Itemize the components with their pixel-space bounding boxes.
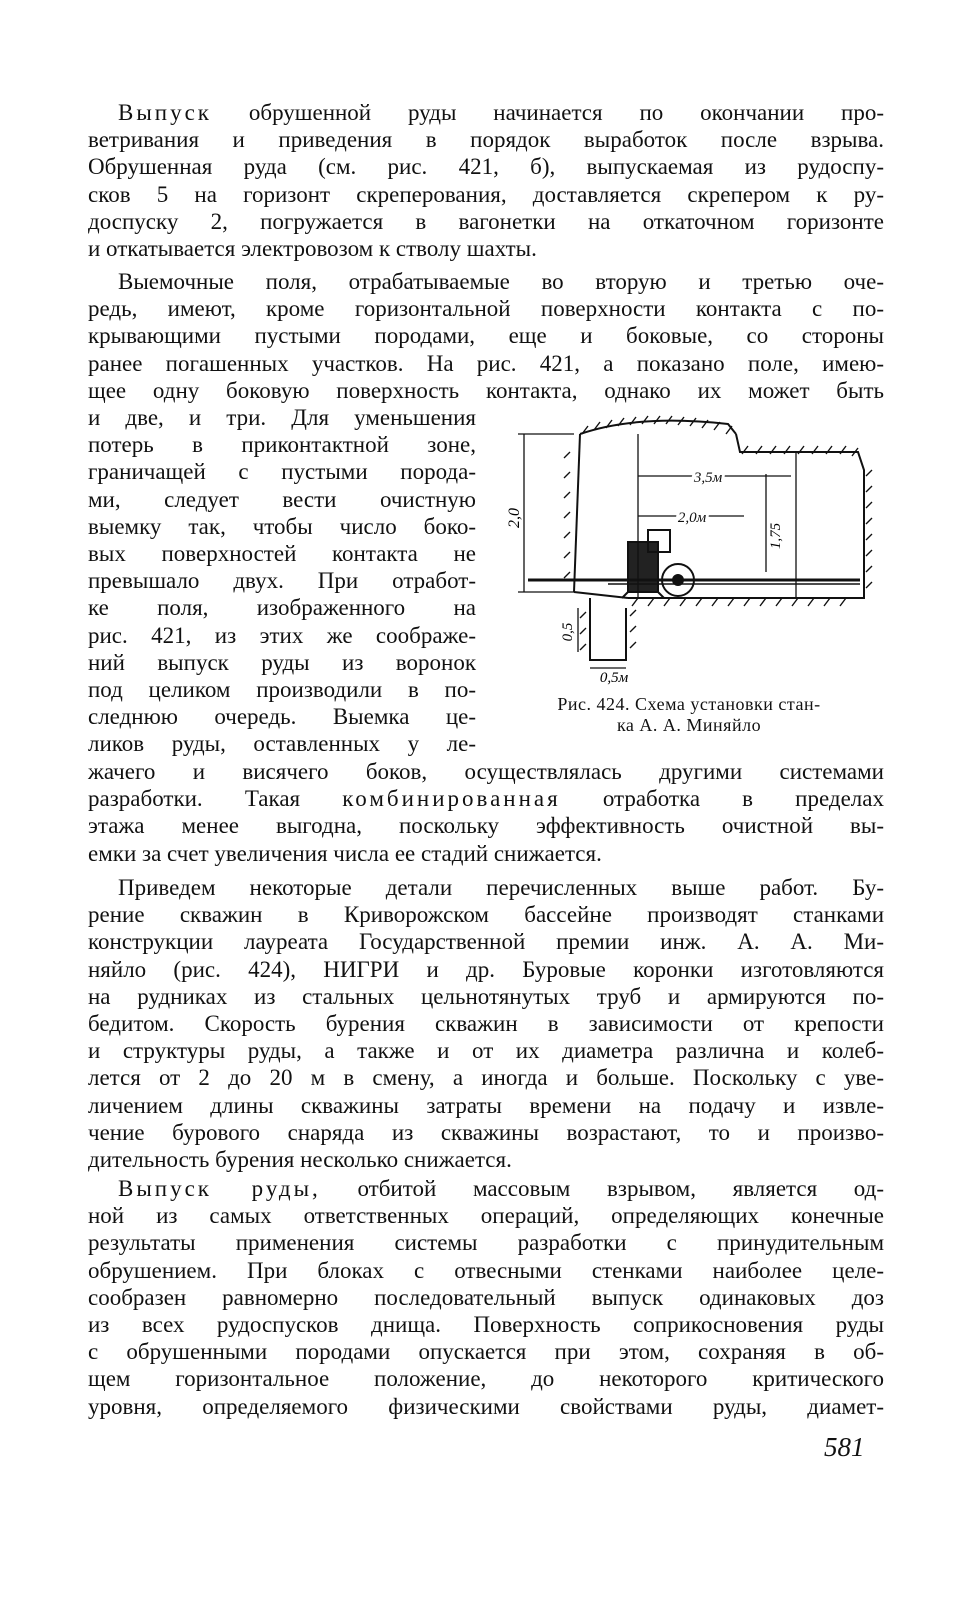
text-line: и структуры руды, а также и от их диаметра различна и колеб- xyxy=(88,1038,884,1064)
drift-roof-outline xyxy=(580,421,736,434)
caption-line: Рис. 424. Схема установки стан- xyxy=(557,694,821,714)
drilling-machine xyxy=(528,530,860,598)
dim-label-1-75: 1,75 xyxy=(768,522,784,550)
page-number: 581 xyxy=(824,1432,865,1462)
paragraph-3 xyxy=(88,874,884,1173)
text-line: вых поверхностей контакта не xyxy=(88,541,476,567)
dim-label-2-0: 2,0 xyxy=(506,508,523,528)
text-line: доспуску 2, погружается в вагонетки на откаточном горизонте xyxy=(88,208,884,234)
text-line: потерь в приконтактной зоне, xyxy=(88,432,476,458)
text-line: Обрушенная руда (см. рис. 421, б), выпускаемая из рудоспу- xyxy=(88,154,884,180)
text-line: ной из самых ответственных операций, определяющих конечные xyxy=(88,1203,884,1229)
text-line: ке поля, изображенного на xyxy=(88,595,476,621)
text-line: сков 5 на горизонт скреперования, доставляется скрепером к ру- xyxy=(88,181,884,207)
text-line: ранее погашенных участков. На рис. 421, а показано поле, имею- xyxy=(88,350,884,376)
text-line: сообразен равномерно последовательный выпуск одинаковых доз xyxy=(88,1284,884,1310)
text-line: бедитом. Скорость бурения скважин в зависимости от крепости xyxy=(88,1011,884,1037)
text-line: превышало двух. При отработ- xyxy=(88,568,476,594)
text-line: результаты применения системы разработки с принудительным xyxy=(88,1230,884,1256)
p4-line-1: Выпуск руды, отбитой массовым взрывом, является од- xyxy=(118,1176,884,1201)
text-line: и откатывается электровозом к стволу шахты. xyxy=(88,236,537,262)
text-line: с обрушенными породами опускается при этом, сохраняя в об- xyxy=(88,1339,884,1365)
spaced-term: комбинированная xyxy=(342,786,561,812)
dim-label-2-0m: 2,0м xyxy=(677,510,707,526)
text-line: следнюю очередь. Выемка це- xyxy=(88,704,476,730)
text-line: рис. 421, из этих же соображе- xyxy=(88,622,476,648)
text-line: обрушением. При блоках с отвесными стенками наиболее целе- xyxy=(88,1257,884,1283)
paragraph-2-tail xyxy=(88,758,884,867)
figure-424-drilling-rig-diagram xyxy=(508,412,882,684)
text-line: щем горизонтальное положение, до некоторого критического xyxy=(88,1366,884,1392)
text-line: выемку так, чтобы число боко- xyxy=(88,513,476,539)
caption-line: ка А. А. Миняйло xyxy=(616,715,762,735)
text-line: ний выпуск руды из воронок xyxy=(88,649,476,675)
drift-left-wall xyxy=(574,434,580,592)
text-line: и две, и три. Для уменьшения xyxy=(88,405,476,430)
p1-line-1: Выпуск обрушенной руды начинается по окончании про- xyxy=(118,100,884,125)
spaced-lead: Выпуск руды, xyxy=(118,1176,321,1201)
text-line: ветривания и приведения в порядок выработок после взрыва. xyxy=(88,127,884,153)
paragraph-2-head xyxy=(88,268,884,404)
text-line: няйло (рис. 424), НИГРИ и др. Буровые коронки изготовляются xyxy=(88,956,884,982)
text-line: жачего и висячего боков, осуществлялась другими системами xyxy=(88,759,884,784)
text-line: конструкции лауреата Государственной премии инж. А. А. Ми- xyxy=(88,929,884,955)
text-line: редь, имеют, кроме горизонтальной поверхности контакта с по- xyxy=(88,296,884,322)
text-line: рение скважин в Криворожском бассейне производят станками xyxy=(88,902,884,928)
text-line: щее одну боковую поверхность контакта, однако их может быть xyxy=(88,377,884,403)
text-line: граничащей с пустыми порода- xyxy=(88,459,476,485)
text-line: крывающими пустыми породами, еще и боковые, со стороны xyxy=(88,323,884,349)
text-line: личением длины скважины затраты времени на подачу и извле- xyxy=(88,1092,884,1118)
text-line: Приведем некоторые детали перечисленных выше работ. Бу- xyxy=(118,875,884,900)
text-line: уровня, определяемого физическими свойствами руды, диамет- xyxy=(88,1393,884,1419)
spaced-lead: Выпуск xyxy=(118,100,212,125)
text-line: чение бурового снаряда из скважины возрастают, то и произво- xyxy=(88,1119,884,1145)
text-line: ликов руды, оставленных у ле- xyxy=(88,731,476,757)
text-line: из всех рудоспусков днища. Поверхность соприкосновения руды xyxy=(88,1312,884,1338)
text-line: Выемочные поля, отрабатываемые во вторую и третью оче- xyxy=(118,269,884,294)
paragraph-4 xyxy=(88,1175,884,1420)
dim-label-0-5: 0,5 xyxy=(560,622,576,642)
text-line: лется от 2 до 20 м в смену, а иногда и больше. Поскольку с уве- xyxy=(88,1065,884,1091)
text-line: дительность бурения несколько снижается. xyxy=(88,1147,512,1173)
text-line: под целиком производили в по- xyxy=(88,677,476,703)
text-line: разработки. Такая комбинированная отработка в пределах xyxy=(88,786,884,812)
paragraph-1 xyxy=(88,99,884,262)
text-line: этажа менее выгодна, поскольку эффективность очистной вы- xyxy=(88,813,884,839)
figure-caption xyxy=(496,694,882,736)
dim-label-3-5m: 3,5м xyxy=(693,470,723,486)
dim-label-0-5m: 0,5м xyxy=(599,670,629,686)
text-line: емки за счет увеличения числа ее стадий снижается. xyxy=(88,840,602,866)
text-line: на рудниках из стальных цельнотянутых труб и армируются по- xyxy=(88,983,884,1009)
paragraph-2-narrow xyxy=(88,404,476,758)
text-line: ми, следует вести очистную xyxy=(88,486,476,512)
drill-hole-outline xyxy=(590,598,626,660)
